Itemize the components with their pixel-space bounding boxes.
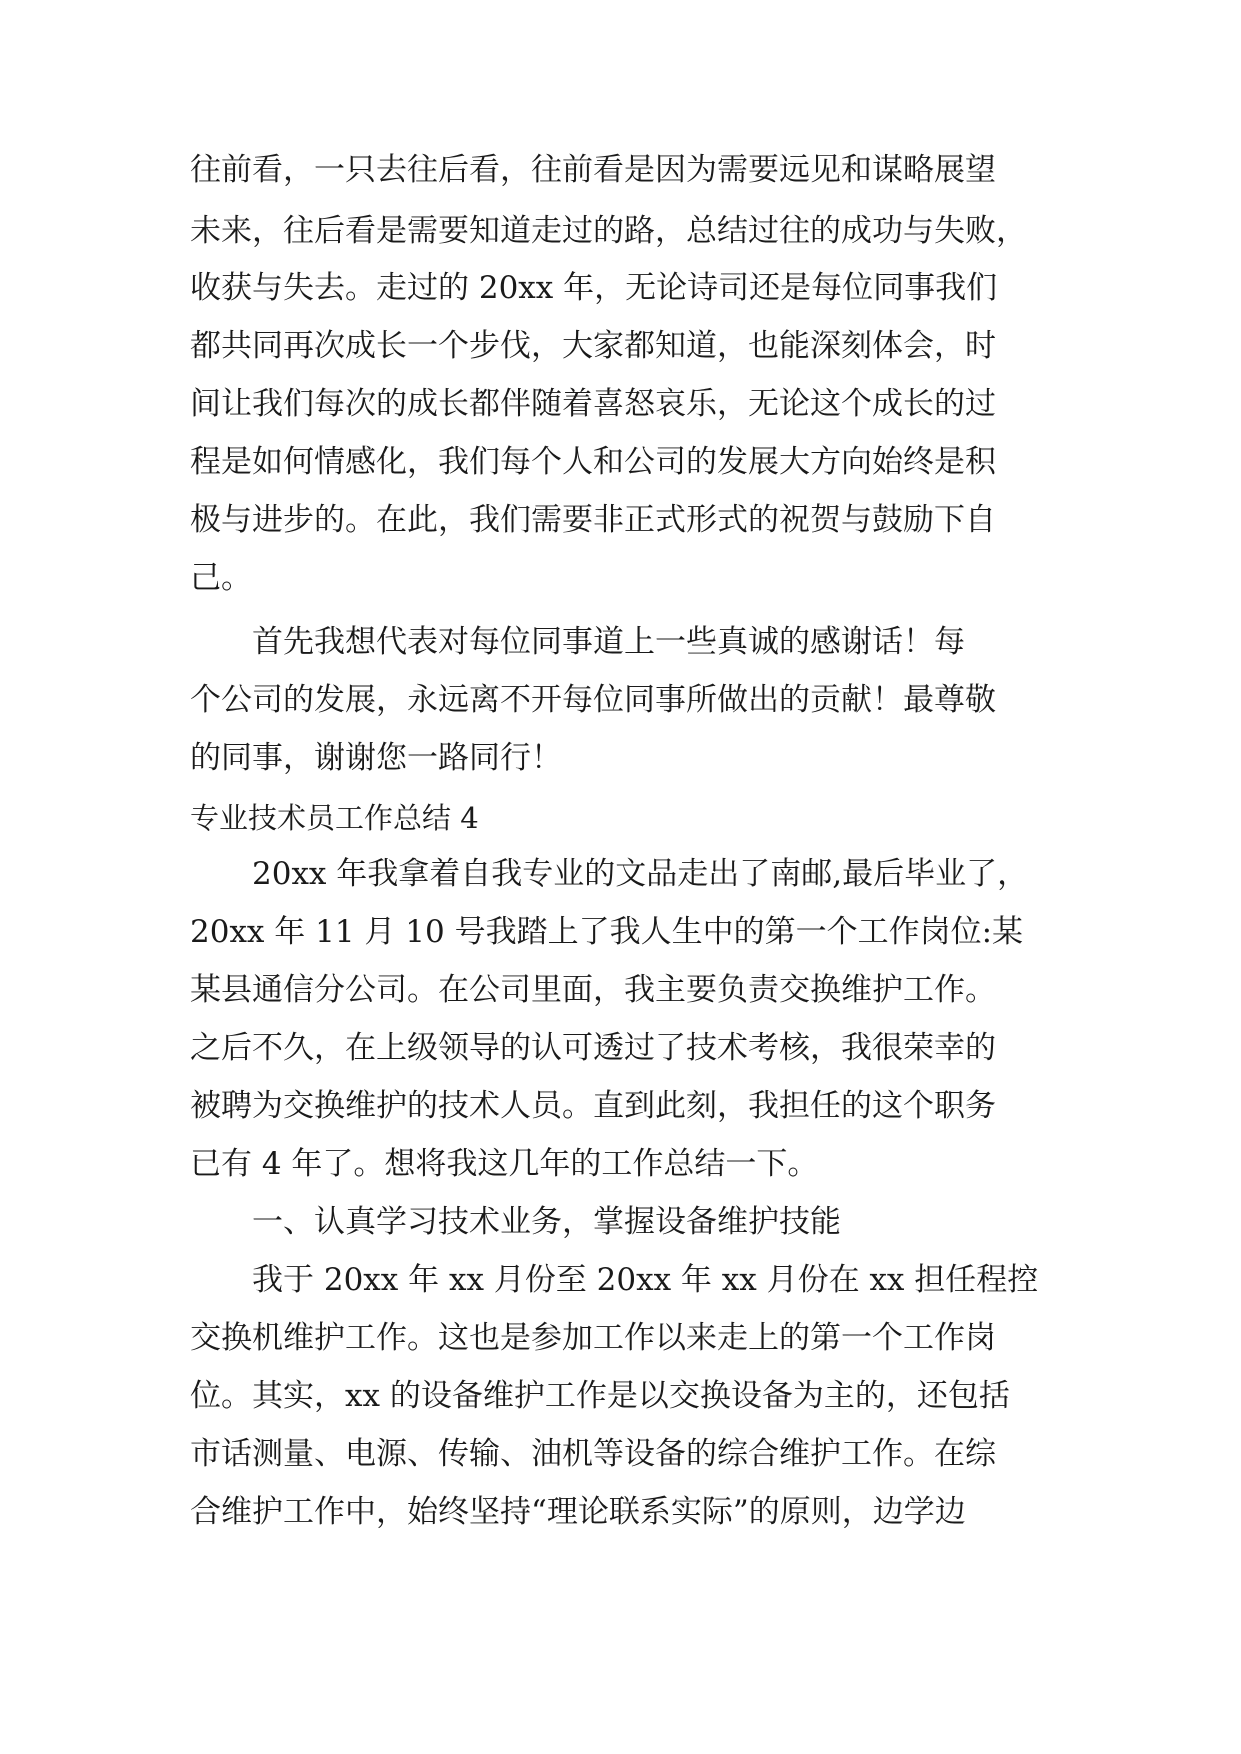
paragraph-1-line-8: 己。 [190,560,252,596]
paragraph-2-line-1: 首先我想代表对每位同事道上一些真诚的感谢话！每 [252,624,965,660]
paragraph-3-line-6: 已有 4 年了。想将我这几年的工作总结一下。 [190,1146,819,1182]
paragraph-1-line-4: 都共同再次成长一个步伐，大家都知道，也能深刻体会，时 [190,328,996,364]
paragraph-4-line-2: 交换机维护工作。这也是参加工作以来走上的第一个工作岗 [190,1320,996,1356]
paragraph-1-line-7: 极与进步的。在此，我们需要非正式形式的祝贺与鼓励下自 [190,502,996,538]
section-heading: 专业技术员工作总结 4 [190,801,479,835]
paragraph-4-line-1: 我于 20xx 年 xx 月份至 20xx 年 xx 月份在 xx 担任程控 [252,1262,1039,1298]
paragraph-1-line-5: 间让我们每次的成长都伴随着喜怒哀乐，无论这个成长的过 [190,386,996,422]
paragraph-1-line-1: 往前看，一只去往后看，往前看是因为需要远见和谋略展望 [190,152,996,188]
paragraph-4-line-3: 位。其实，xx 的设备维护工作是以交换设备为主的，还包括 [190,1378,1010,1414]
paragraph-1-line-3: 收获与失去。走过的 20xx 年，无论诗司还是每位同事我们 [190,270,998,306]
paragraph-3-line-1: 20xx 年我拿着自我专业的文品走出了南邮,最后毕业了， [252,856,1029,892]
paragraph-3-line-5: 被聘为交换维护的技术人员。直到此刻，我担任的这个职务 [190,1088,996,1124]
paragraph-2-line-2: 个公司的发展，永远离不开每位同事所做出的贡献！最尊敬 [190,682,996,718]
subheading-1: 一、认真学习技术业务，掌握设备维护技能 [252,1204,841,1240]
paragraph-1-line-6: 程是如何情感化，我们每个人和公司的发展大方向始终是积 [190,444,996,480]
paragraph-2-line-3: 的同事，谢谢您一路同行！ [190,740,562,776]
paragraph-3-line-4: 之后不久，在上级领导的认可透过了技术考核，我很荣幸的 [190,1030,996,1066]
paragraph-4-line-4: 市话测量、电源、传输、油机等设备的综合维护工作。在综 [190,1436,996,1472]
paragraph-3-line-3: 某县通信分公司。在公司里面，我主要负责交换维护工作。 [190,972,996,1008]
paragraph-3-line-2: 20xx 年 11 月 10 号我踏上了我人生中的第一个工作岗位:某 [190,914,1024,950]
paragraph-1-line-2: 未来，往后看是需要知道走过的路，总结过往的成功与失败， [190,213,1027,249]
paragraph-4-line-5: 合维护工作中，始终坚持“理论联系实际”的原则，边学边 [190,1494,966,1530]
